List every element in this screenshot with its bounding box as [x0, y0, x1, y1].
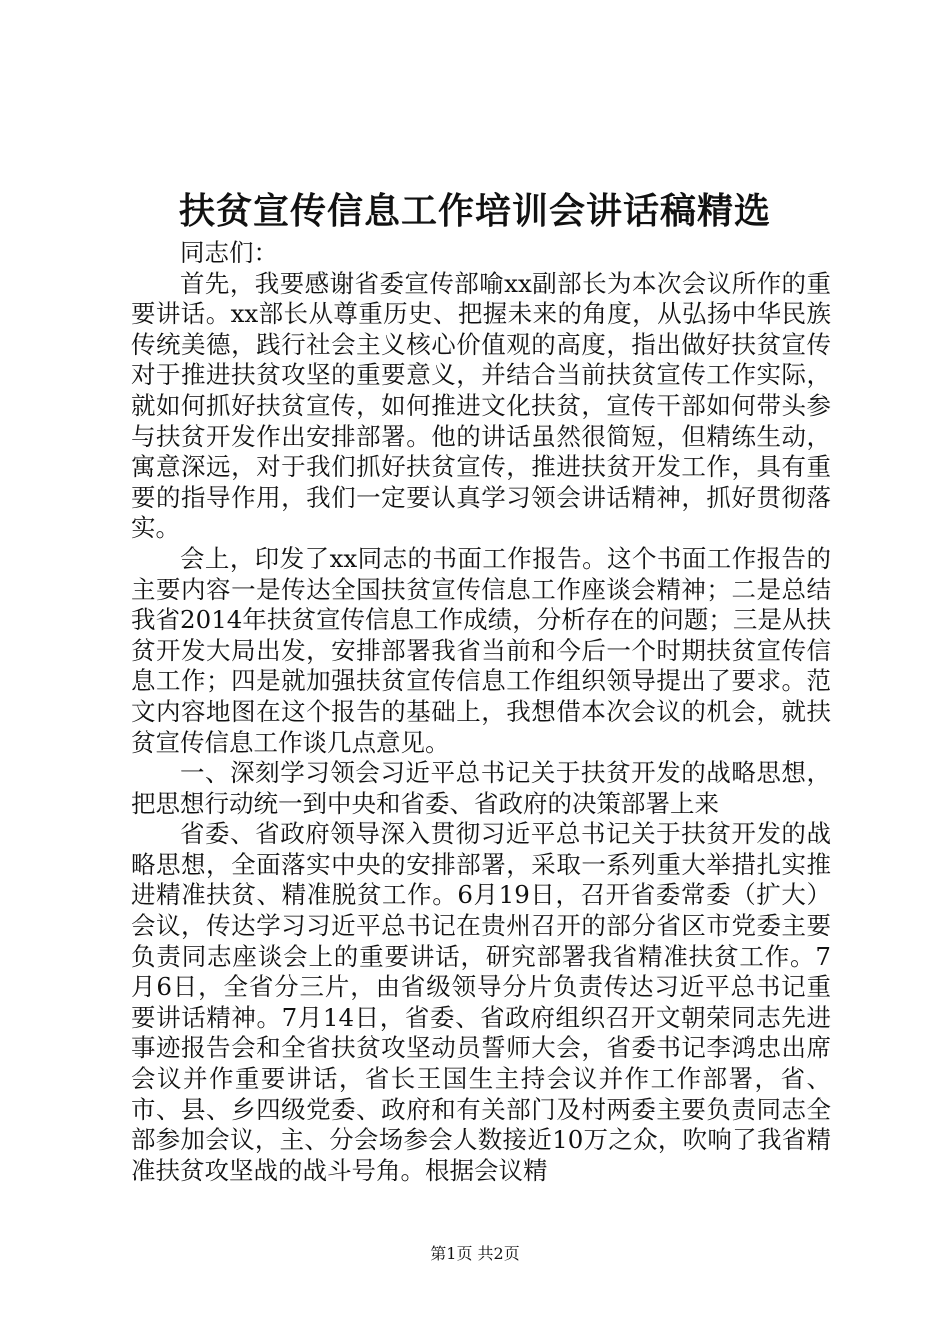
paragraph-1: 首先，我要感谢省委宣传部喻xx副部长为本次会议所作的重要讲话。xx部长从尊重历史、把握未来的角度，从弘扬中华民族传统美德，践行社会主义核心价值观的高度，指出做好扶贫宣传对于推进扶贫攻坚的重要意义，并结合当前扶贫宣传工作实际，就如何抓好扶贫宣传，如何推进文化扶贫，宣传干部如何带头参与扶贫开发作出安排部署。他的讲话虽然很简短，但精练生动，寓意深远，对于我们抓好扶贫宣传，推进扶贫开发工作，具有重要的指导作用，我们一定要认真学习领会讲话精神，抓好贯彻落实。 [131, 268, 831, 543]
page-number-footer: 第1页 共2页 [430, 1244, 520, 1263]
document-body [131, 238, 831, 1186]
paragraph-3: 省委、省政府领导深入贯彻习近平总书记关于扶贫开发的战略思想，全面落实中央的安排部署，采取一系列重大举措扎实推进精准扶贫、精准脱贫工作。6月19日，召开省委常委（扩大）会议，传达学习习近平总书记在贵州召开的部分省区市党委主要负责同志座谈会上的重要讲话，研究部署我省精准扶贫工作。7月6日，全省分三片，由省级领导分片负责传达习近平总书记重要讲话精神。7月14日，省委、省政府组织召开文朝荣同志先进事迹报告会和全省扶贫攻坚动员誓师大会，省委书记李鸿忠出席会议并作重要讲话，省长王国生主持会议并作工作部署，省、市、县、乡四级党委、政府和有关部门及村两委主要负责同志全部参加会议，主、分会场参会人数接近10万之众，吹响了我省精准扶贫攻坚战的战斗号角。根据会议精 [131, 819, 831, 1185]
section-heading-1: 一、深刻学习领会习近平总书记关于扶贫开发的战略思想，把思想行动统一到中央和省委、省政府的决策部署上来 [131, 758, 831, 818]
paragraph-2: 会上，印发了xx同志的书面工作报告。这个书面工作报告的主要内容一是传达全国扶贫宣传信息工作座谈会精神；二是总结我省2014年扶贫宣传信息工作成绩，分析存在的问题；三是从扶贫开发大局出发，安排部署我省当前和今后一个时期扶贫宣传信息工作；四是就加强扶贫宣传信息工作组织领导提出了要求。范文内容地图在这个报告的基础上，我想借本次会议的机会，就扶贫宣传信息工作谈几点意见。 [131, 543, 831, 757]
salutation: 同志们： [180, 238, 278, 267]
document-title: 扶贫宣传信息工作培训会讲话稿精选 [178, 190, 771, 232]
